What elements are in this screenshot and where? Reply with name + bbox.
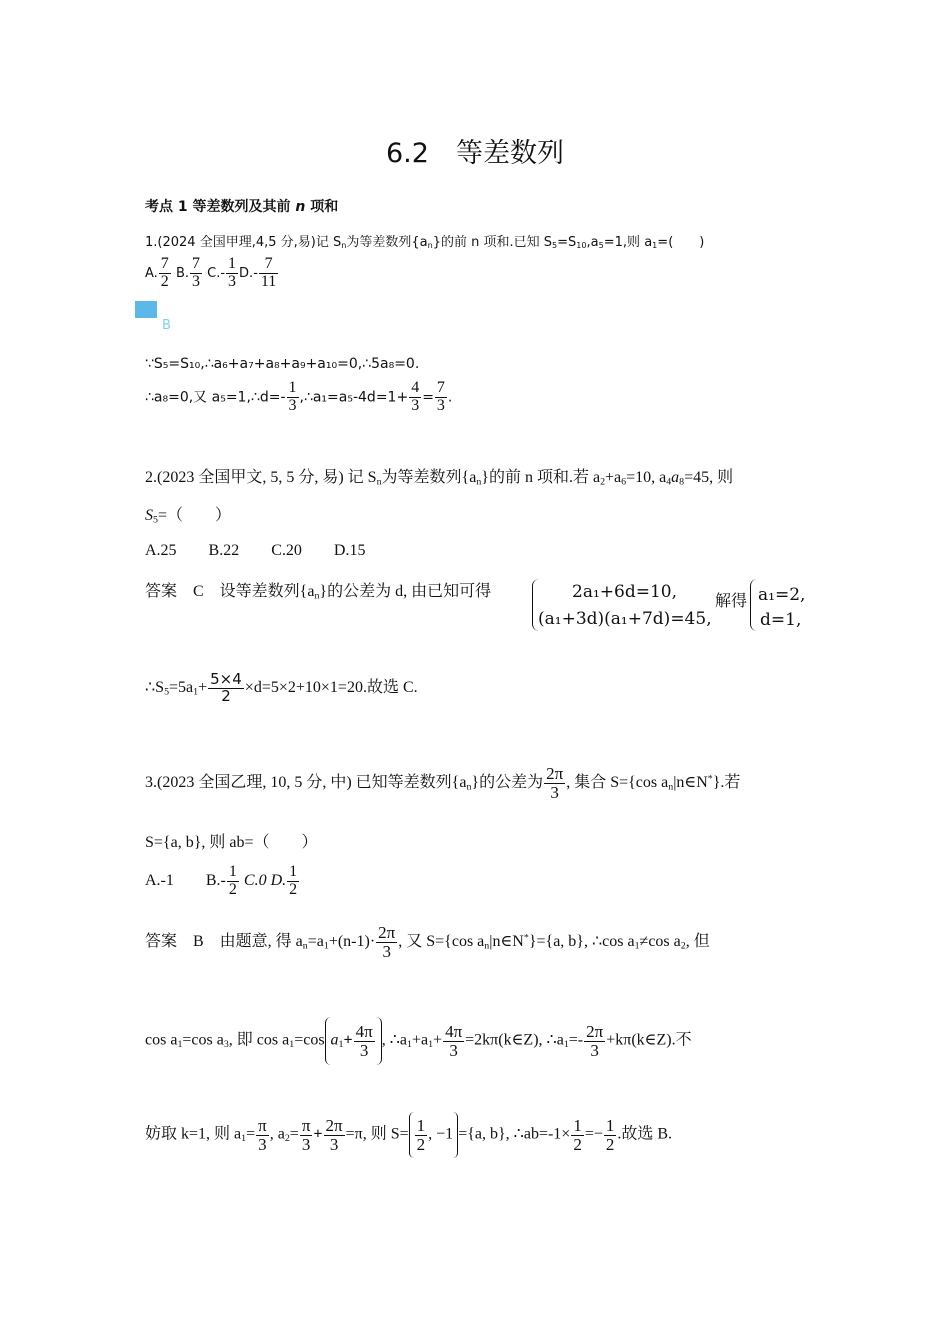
fraction: [584, 1023, 605, 1060]
q3-answer-line1: 答案 B 由题意, 得 $a_n=a_1+(n-1)\cdot$ $\frac{2\pi}{3}$ , 又 S={cos $a_n|n\in N^*\}=\{a$, b}, ∴cos $a_1\ne\cos$ $a_2$, 但: [145, 923, 710, 961]
numerator: π: [258, 1115, 267, 1135]
q2-stem-4: +a: [605, 469, 622, 486]
numerator: 4π: [355, 1021, 373, 1041]
denominator: 3: [300, 1135, 313, 1154]
q1-stem-d: =S: [557, 235, 577, 250]
q3-ans3d: =: [289, 1125, 299, 1143]
q1-sub: 10: [576, 241, 587, 250]
fraction: [409, 380, 421, 415]
q1-option-d: D.-: [239, 265, 258, 281]
fraction: [604, 1117, 617, 1154]
q3-ans3b: =: [246, 1125, 256, 1143]
q1-stem-g: =( ): [657, 235, 705, 250]
q1-sub: n: [427, 241, 433, 250]
q3-ans3e: +: [313, 1125, 323, 1143]
q1-stem-f: =1,则 a: [603, 235, 653, 250]
q1-solution-line1: ∵S₅=S₁₀,∴a₆+a₇+a₈+a₉+a₁₀=0,∴5a₈=0.: [145, 356, 420, 372]
q3-ans2e: , ∴a: [381, 1031, 407, 1049]
denominator: 3: [436, 396, 445, 414]
q2-stem-2: 为等差数列{a: [381, 469, 477, 486]
q3-ans1a: 答案 B 由题意, 得 a: [145, 933, 303, 951]
q2-equation-1: 2a₁+6d=10,: [572, 582, 677, 602]
section-prefix: 考点 1 等差数列及其前: [145, 199, 296, 215]
q3-ans1f: }={a, b}, ∴cos a: [528, 933, 635, 951]
fraction: [287, 380, 299, 415]
q1-sub: 5: [598, 241, 604, 250]
denominator: 3: [584, 1041, 605, 1060]
q1-stem-a: 1.(2024 全国甲理,4,5 分,易)记 S: [145, 235, 342, 250]
fraction: [415, 1117, 428, 1154]
q2-s: S: [145, 507, 153, 524]
numerator: 2π: [325, 1115, 343, 1135]
q2-result-1: a₁=2,: [758, 585, 806, 605]
q3-ans3f: =π, 则 S=: [345, 1125, 409, 1143]
numerator: 1: [605, 1115, 615, 1135]
q2-options: A.25 B.22 C.20 D.15: [145, 542, 366, 559]
q3-opts-b: C.0 D.: [243, 871, 287, 889]
section-var: n: [295, 199, 306, 215]
q1-stem-c: }的前 n 项和.已知 S: [432, 235, 552, 250]
q2-concl-c: +: [198, 678, 208, 696]
fraction: [300, 1117, 313, 1154]
q3-opts-a: A.-1 B.-: [145, 871, 226, 889]
fraction: [544, 765, 565, 802]
q3-ans2j: +kπ(k∈Z).不: [606, 1031, 692, 1049]
fraction: [259, 256, 278, 291]
q3-ans2f: +a: [411, 1031, 429, 1049]
denominator: 11: [260, 272, 277, 290]
denominator: 3: [324, 1135, 345, 1154]
q1-sol-c: =: [422, 389, 434, 406]
q3-ans2i: =-: [568, 1031, 584, 1049]
numerator: 7: [160, 255, 169, 272]
numerator: π: [301, 1115, 311, 1135]
q1-stem-e: ,a: [586, 235, 599, 250]
q3-stem-1: 3.(2023 全国乙理, 10, 5 分, 中) 已知等差数列{a: [145, 774, 467, 792]
denominator: 2: [289, 880, 298, 898]
left-brace: [409, 1112, 414, 1158]
q3-ans3j: .故选 B.: [617, 1125, 673, 1143]
numerator: 1: [288, 379, 297, 396]
q2-answer: 答案 C 设等差数列$\{a_n\}$的公差为 d, 由已知可得: [145, 583, 492, 602]
q3-ans2b: =cos a: [182, 1031, 224, 1049]
q2-concl-a: ∴S: [145, 678, 165, 696]
fraction: [376, 924, 397, 961]
q3-ans2h: =2kπ(k∈Z), ∴a: [465, 1031, 564, 1049]
q1-sub: 5: [552, 241, 558, 250]
fraction: [443, 1023, 464, 1060]
q2-ans-mid: }的公差为 d, 由已知可得: [319, 583, 492, 600]
q2-stem-line1: 2.(2023 全国甲文, 5, 5 分, 易) 记 $S_n$为等差数列$\{a_n\}$的前 n 项和.若 $a_2+a_6=10$, $a_4a_8=45$, 则: [145, 469, 734, 488]
numerator: 2π: [546, 764, 564, 783]
numerator: 1: [573, 1115, 582, 1135]
denominator: 3: [443, 1041, 464, 1060]
q3-ans2c: , 即 cos a: [228, 1031, 290, 1049]
q3-ans2d: =cos: [294, 1031, 325, 1049]
fraction: [435, 380, 447, 415]
q3-ans1c: +(n-1)·: [328, 933, 376, 951]
q2-stem-6: =45, 则: [684, 469, 734, 486]
section-suffix: 项和: [305, 199, 339, 215]
numerator: 1: [289, 863, 298, 880]
numerator: 1: [228, 863, 237, 880]
numerator: 4π: [445, 1021, 463, 1041]
fraction: [227, 864, 239, 899]
q2-result-2: d=1,: [760, 610, 802, 630]
q3-ans1g: ≠cos a: [639, 933, 681, 951]
section-heading: [145, 196, 338, 216]
denominator: 3: [544, 783, 565, 802]
q1-sol-b: ,∴a₁=a₅-4d=1+: [299, 389, 409, 406]
numerator: 2π: [586, 1021, 604, 1041]
q3-answer-line3: 妨取 k=1, 则 $a_1=$ $\frac{\pi}{3}$ , $a_2=$ $\frac{\pi}{3}$ + $\frac{2\pi}{3}$ =π, 则 S= $\frac{1}{2}$ , −1 ={a, b}, ∴ab=-1× $\frac{1}{2}$ =− $\frac{1}{2}$ .故选 B.: [145, 1112, 672, 1158]
fraction: [256, 1117, 269, 1154]
numerator: 7: [192, 255, 200, 272]
fraction: [159, 256, 171, 291]
q3-stem-3: , 集合 S={cos a: [566, 774, 669, 792]
denominator: 2: [160, 272, 169, 290]
denominator: 2: [208, 688, 244, 705]
q2-conclusion: $\therefore S_5=5a_1+$ $\frac{5\times 4}{2}$ ×d=5×2+10×1=20.故选 C.: [145, 670, 418, 705]
q1-sol-a: ∴a₈=0,又 a₅=1,∴d=-: [145, 389, 286, 406]
q2-concl-b: =5a: [169, 678, 194, 696]
q3-options: [145, 864, 300, 899]
q3-stem-line1: 3.(2023 全国乙理, 10, 5 分, 中) 已知等差数列$\{a_n\}$的公差为 $\frac{2\pi}{3}$ , 集合 S={cos $a_n|n\in N^*$}.若: [145, 764, 741, 802]
numerator: 5×4: [210, 670, 242, 688]
q3-stem-4: |n∈N: [673, 774, 708, 792]
fraction: [287, 864, 299, 899]
q3-ans1b: =a: [307, 933, 324, 951]
denominator: 3: [354, 1041, 375, 1060]
fraction: [208, 672, 244, 705]
q3-ans1e: |n∈N: [489, 933, 524, 951]
fraction: [226, 256, 238, 291]
q3-ans1h: , 但: [685, 933, 710, 951]
denominator: 3: [288, 396, 297, 414]
q3-ans2a: cos a: [145, 1031, 178, 1049]
numerator: 2π: [378, 923, 396, 942]
q2-concl-d: ×d=5×2+10×1=20.故选 C.: [244, 678, 418, 696]
denominator: 2: [605, 1134, 615, 1154]
denominator: 3: [411, 396, 420, 414]
q1-option-c: C.-: [207, 265, 226, 281]
q2-stem-line2: $S_5=$（ ）: [145, 507, 231, 526]
q1-option-b: B.: [175, 265, 189, 281]
numerator: 7: [264, 255, 273, 272]
q1-solution-line2: [145, 380, 452, 415]
numerator: 1: [416, 1115, 426, 1135]
q1-option-a: A.: [145, 265, 158, 281]
q2-result-brace: [750, 579, 757, 631]
q3-ans3a: 妨取 k=1, 则 a: [145, 1125, 242, 1143]
q3-ans3g: , −1: [428, 1125, 454, 1143]
q1-answer-label: B: [162, 318, 171, 333]
answer-marker-icon: [135, 301, 157, 318]
fraction: [571, 1117, 584, 1154]
q2-stem-1: 2.(2023 全国甲文, 5, 5 分, 易) 记 S: [145, 469, 377, 486]
q1-sub: 1: [652, 241, 658, 250]
numerator: 4: [411, 379, 420, 396]
q3-ans1d: , 又 S={cos a: [398, 933, 485, 951]
q3-stem-5: }.若: [712, 774, 741, 792]
q2-equation-2: (a₁+3d)(a₁+7d)=45,: [538, 609, 712, 629]
fraction: [324, 1117, 345, 1154]
q2-jiede: 解得: [715, 593, 748, 610]
page-title: 6.2 等差数列: [386, 138, 564, 169]
denominator: 3: [376, 942, 397, 961]
denominator: 2: [416, 1134, 426, 1154]
q3-stem-line2: S={a, b}, 则 ab=（ ）: [145, 834, 318, 851]
q1-sub: n: [341, 241, 347, 250]
q2-paren: =（ ）: [157, 507, 231, 524]
denominator: 3: [192, 272, 200, 290]
q3-ans3h: ={a, b}, ∴ab=-1×: [458, 1125, 571, 1143]
denominator: 3: [256, 1135, 269, 1154]
q1-stem: [145, 231, 704, 250]
denominator: 2: [228, 880, 237, 898]
q3-answer-line2: $\cos a_1=\cos$ $a_3$, 即 $\cos a_1=\cos$ $a_1+$ $\frac{4\pi}{3}$ , $\therefore a_1+a_1+$ $\frac{4\pi}{3}$ =2kπ(k∈Z), $\therefore a_1=-$ $\frac{2\pi}{3}$ +kπ(k∈Z).不: [145, 1017, 692, 1065]
q3-ans3c: , a: [269, 1125, 285, 1143]
numerator: 7: [436, 379, 445, 396]
q2-ans-pre: 答案 C 设等差数列{a: [145, 583, 315, 600]
q3-ans2g: +: [433, 1031, 443, 1049]
q3-stem-2: }的公差为: [471, 774, 544, 792]
numerator: 1: [228, 255, 237, 272]
fraction: [190, 256, 202, 291]
fraction: [354, 1023, 375, 1060]
q1-options: [145, 256, 279, 291]
q2-stem-3: }的前 n 项和.若 a: [481, 469, 601, 486]
q2-stem-5: =10, a: [626, 469, 667, 486]
denominator: 3: [228, 272, 237, 290]
denominator: 2: [573, 1134, 582, 1154]
q3-ans3i: =−: [584, 1125, 603, 1143]
q1-stem-b: 为等差数列{a: [346, 235, 428, 250]
q1-sol-d: .: [447, 389, 453, 406]
